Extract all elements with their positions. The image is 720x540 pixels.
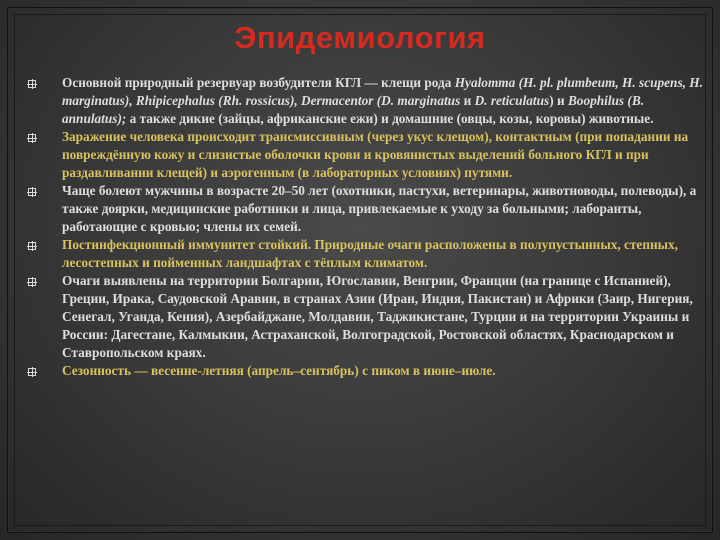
bullet-text: [62, 128, 704, 182]
italic-text-run: Boophilus (B. annulatus);: [62, 93, 645, 126]
text-run: а также дикие (зайцы, африканские ежи) и домашние (овцы, козы, коровы) животные.: [126, 111, 654, 126]
bullet-text: [62, 236, 704, 272]
bullet-cross-icon: [28, 188, 36, 196]
bullet-cross-icon: [28, 368, 36, 376]
bullet-item: [28, 272, 704, 362]
text-run: ) и: [549, 93, 568, 108]
bullet-text: [62, 272, 704, 362]
text-run: Заражение человека происходит трансмиссивным (через укус клещом), контактным (при попадании на повреждённую кожу и слизистые оболочки крови и кровянистых выделений больного КГЛ и при раздавливании клещей) и аэрогенным (в лабораторных условиях) путями.: [62, 129, 689, 180]
bullet-item: [28, 128, 704, 182]
slide-title: Эпидемиология: [234, 20, 486, 55]
bullet-text: [62, 182, 704, 236]
text-run: Постинфекционный иммунитет стойкий. Природные очаги расположены в полупустынных, степных, лесостепных и пойменных ландшафтах с тёплым климатом.: [62, 237, 679, 270]
text-run: Чаще болеют мужчины в возрасте 20–50 лет (охотники, пастухи, ветеринары, животноводы, полеводы), а также доярки, медицинские работники и лица, привлекаемые к уходу за больными; лаборанты, работающие с кровью; члены их семей.: [62, 183, 697, 234]
italic-text-run: D. reticulatus: [474, 93, 550, 108]
bullet-text: [62, 362, 704, 380]
text-run: Сезонность — весенне-летняя (апрель–сентябрь) с пиком в июне–июле.: [62, 363, 496, 378]
bullet-item: [28, 74, 704, 128]
text-run: Очаги выявлены на территории Болгарии, Югославии, Венгрии, Франции (на границе с Испанией), Греции, Ирака, Саудовской Аравии, в странах Азии (Иран, Индия, Пакистан) и Африки (Заир, Нигерия, Сенегал, Уганда, Кения), Азербайджане, Молдавии, Таджикистане, Турции и на территории Украины и России: Дагестане, Калмыкии, Астраханской, Волгоградской, Ростовской областях, Краснодарском и Ставропольском краях.: [62, 273, 693, 360]
bullet-item: [28, 362, 704, 380]
text-run: и: [460, 93, 475, 108]
bullet-text: [62, 74, 704, 128]
bullet-cross-icon: [28, 242, 36, 250]
text-run: Основной природный резервуар возбудителя КГЛ — клещи рода: [62, 75, 455, 90]
italic-text-run: Hyalomma (H. pl. plumbeum, H. scupens, H. marginatus), Rhipicephalus (Rh. rossicus), Dermacentor (D. marginatus: [62, 75, 703, 108]
bullet-item: [28, 182, 704, 236]
bullet-cross-icon: [28, 80, 36, 88]
bullet-item: [28, 236, 704, 272]
bullet-list: [28, 74, 704, 380]
bullet-cross-icon: [28, 278, 36, 286]
bullet-cross-icon: [28, 134, 36, 142]
